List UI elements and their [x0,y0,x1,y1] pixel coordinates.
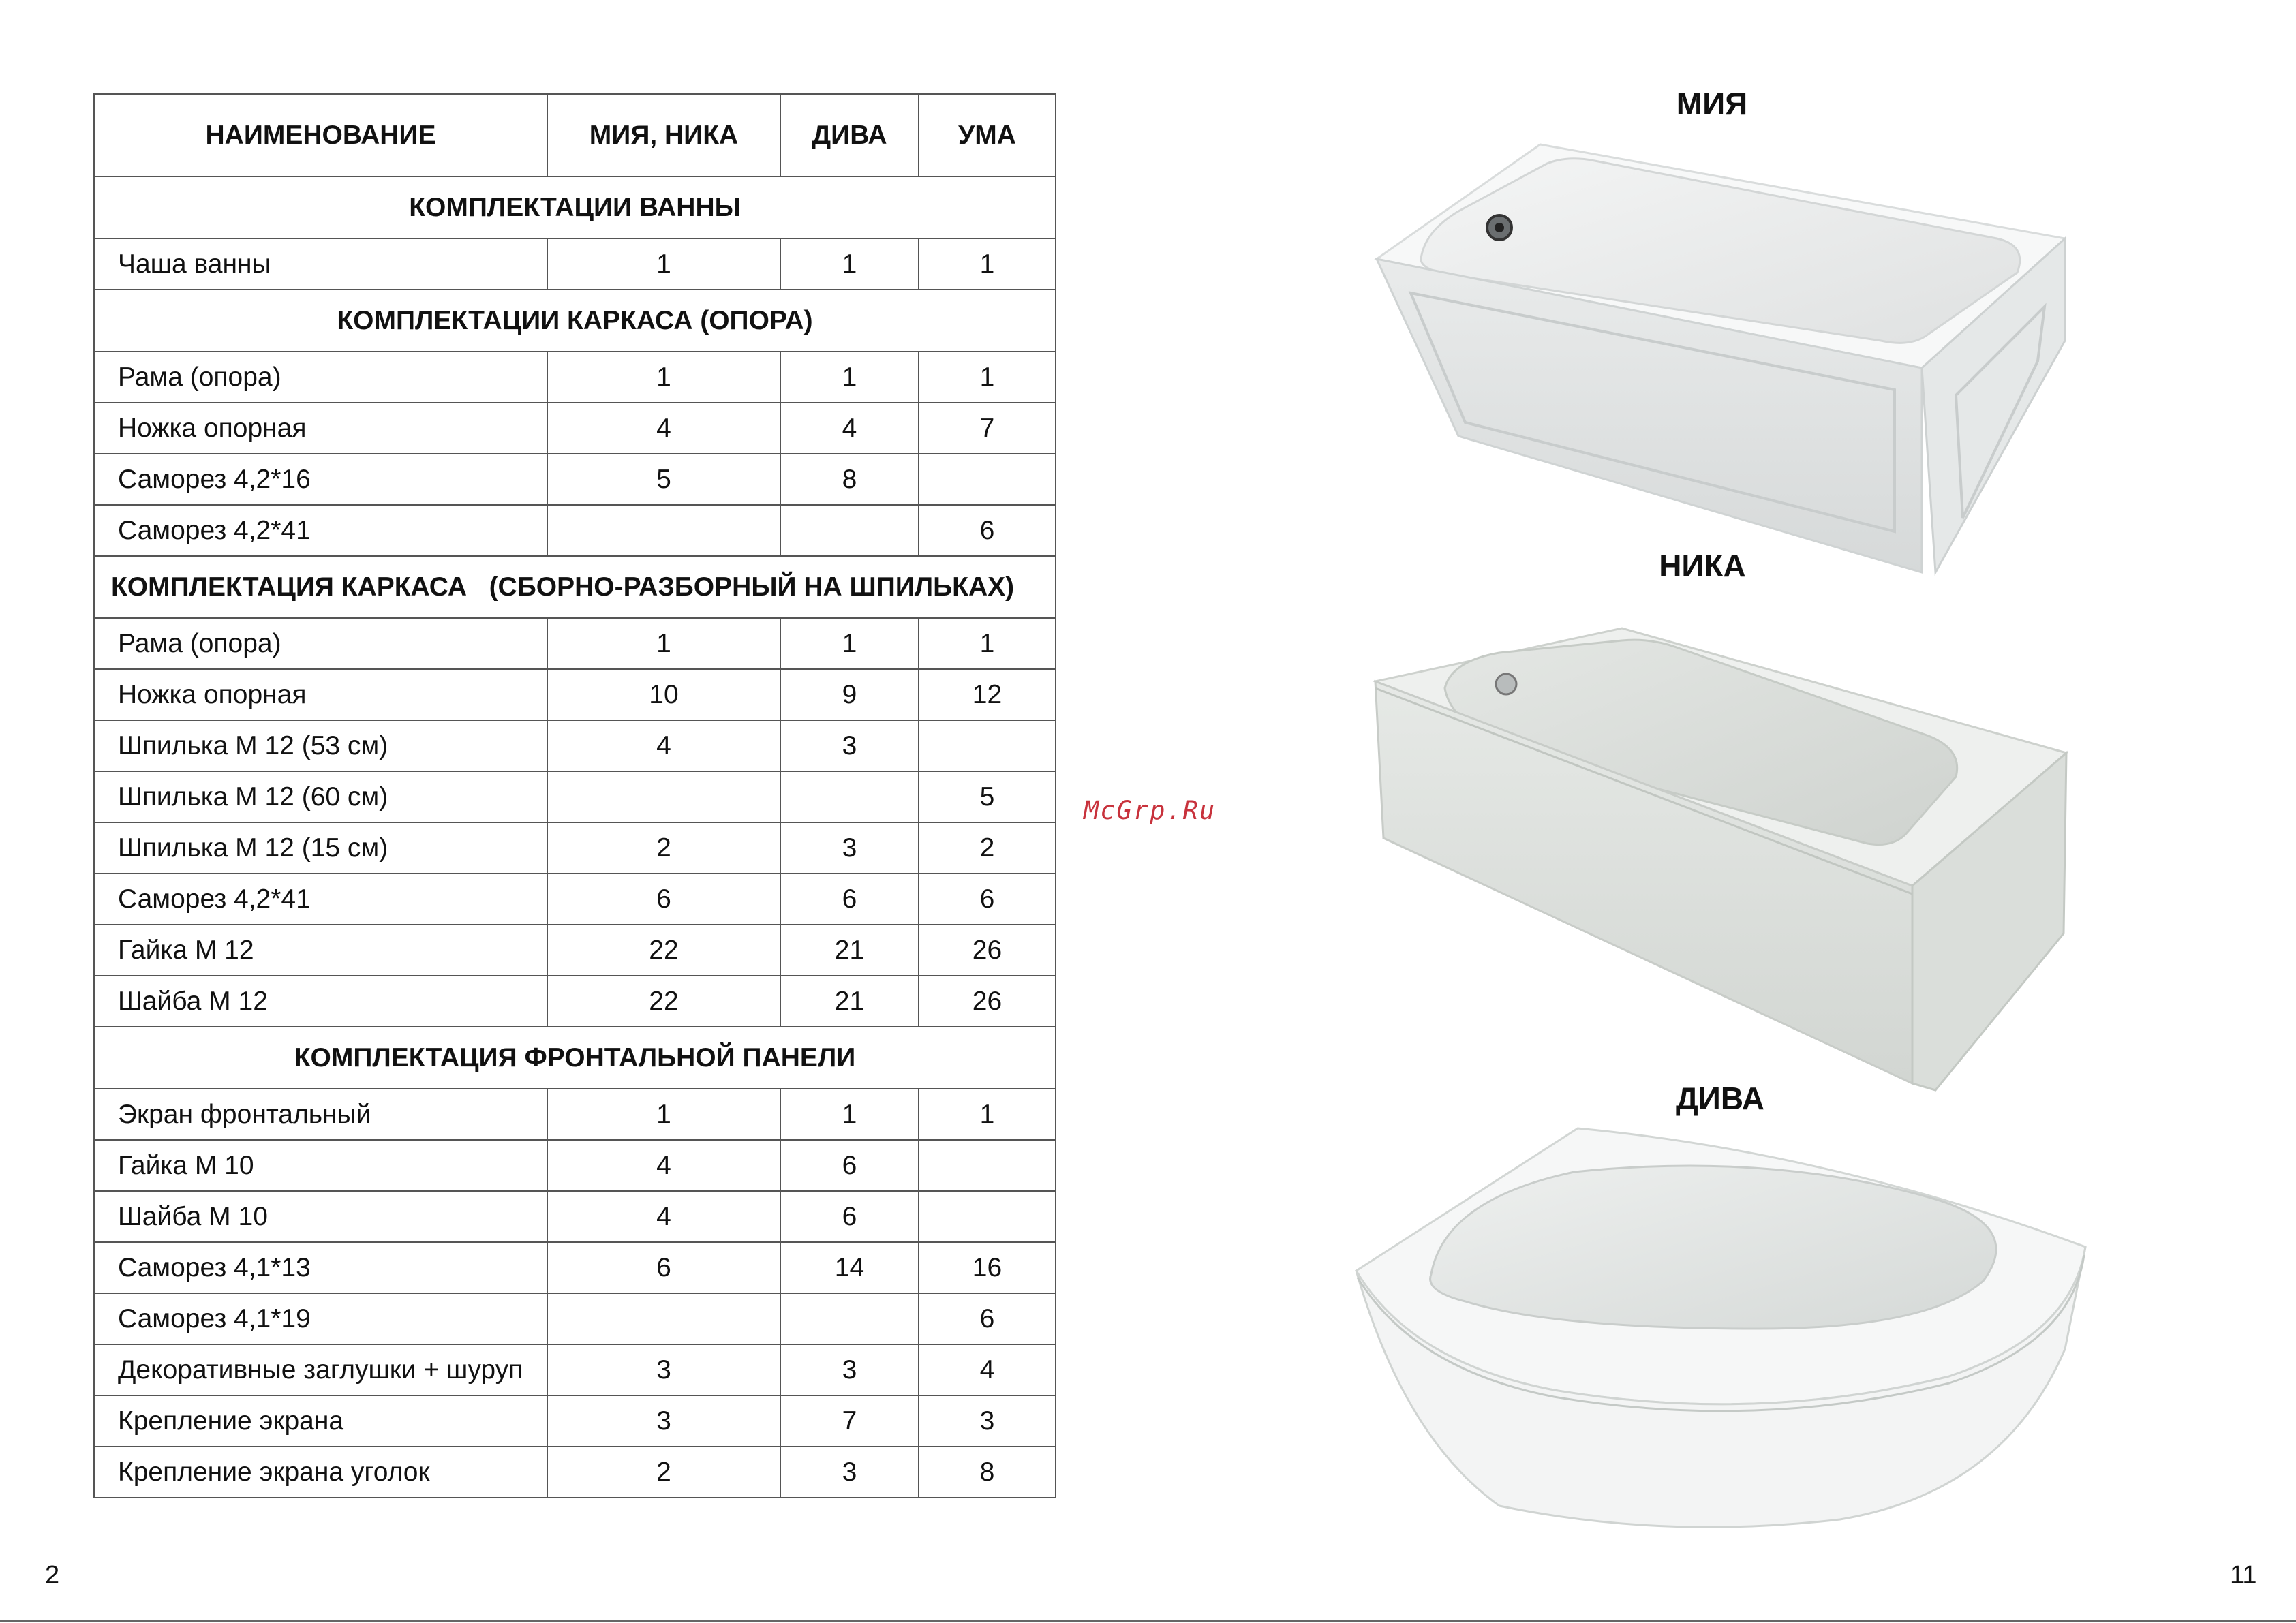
diva-qty-cell: 7 [780,1395,919,1447]
item-name-cell: Шайба М 10 [94,1191,547,1242]
table-row [94,505,1056,556]
diva-qty-cell: 1 [780,238,919,290]
miya-nika-qty-cell: 10 [547,669,780,720]
table-row [94,403,1056,454]
uma-qty-cell [919,1140,1056,1191]
table-row [94,874,1056,925]
item-name-cell: Рама (опора) [94,352,547,403]
section-header-row [94,556,1056,618]
bathtub-miya-image [1363,136,2085,586]
uma-qty-cell [919,454,1056,505]
diva-qty-cell: 9 [780,669,919,720]
table-header-row [94,94,1056,176]
uma-qty-cell: 26 [919,976,1056,1027]
uma-qty-cell: 5 [919,771,1056,822]
item-name-cell: Крепление экрана уголок [94,1447,547,1498]
miya-nika-qty-cell [547,505,780,556]
uma-qty-cell: 12 [919,669,1056,720]
uma-qty-cell: 16 [919,1242,1056,1293]
section-title: КОМПЛЕКТАЦИИ КАРКАСА (ОПОРА) [94,290,1056,352]
miya-nika-qty-cell: 5 [547,454,780,505]
diva-qty-cell: 21 [780,976,919,1027]
table-row [94,976,1056,1027]
uma-qty-cell: 6 [919,1293,1056,1344]
uma-qty-cell: 6 [919,505,1056,556]
diva-qty-cell: 1 [780,1089,919,1140]
header-miya-nika: МИЯ, НИКА [547,94,780,176]
section-title: КОМПЛЕКТАЦИЯ ФРОНТАЛЬНОЙ ПАНЕЛИ [94,1027,1056,1089]
diva-qty-cell: 6 [780,1140,919,1191]
item-name-cell: Саморез 4,2*41 [94,874,547,925]
item-name-cell: Экран фронтальный [94,1089,547,1140]
table-row [94,1293,1056,1344]
item-name-cell: Ножка опорная [94,403,547,454]
diva-qty-cell: 1 [780,352,919,403]
section-header-row [94,1027,1056,1089]
uma-qty-cell: 6 [919,874,1056,925]
uma-qty-cell: 1 [919,352,1056,403]
table-row [94,352,1056,403]
specification-table [93,93,1056,1498]
table-row [94,238,1056,290]
miya-nika-qty-cell: 3 [547,1344,780,1395]
uma-qty-cell: 1 [919,618,1056,669]
diva-qty-cell: 3 [780,1447,919,1498]
item-name-cell: Рама (опора) [94,618,547,669]
uma-qty-cell [919,720,1056,771]
diva-qty-cell: 4 [780,403,919,454]
section-title: КОМПЛЕКТАЦИЯ КАРКАСА (СБОРНО-РАЗБОРНЫЙ НА ШПИЛЬКАХ) [94,556,1056,618]
table-body [94,176,1056,1498]
uma-qty-cell: 1 [919,1089,1056,1140]
item-name-cell: Декоративные заглушки + шуруп [94,1344,547,1395]
uma-qty-cell: 1 [919,238,1056,290]
table-row [94,771,1056,822]
table-row [94,454,1056,505]
diva-qty-cell: 1 [780,618,919,669]
table-row [94,925,1056,976]
diva-qty-cell [780,1293,919,1344]
miya-nika-qty-cell: 1 [547,1089,780,1140]
item-name-cell: Шпилька М 12 (60 см) [94,771,547,822]
miya-nika-qty-cell: 4 [547,403,780,454]
table-row [94,1447,1056,1498]
table-row [94,1242,1056,1293]
watermark: McGrp.Ru [1084,796,1216,825]
item-name-cell: Шайба М 12 [94,976,547,1027]
item-name-cell: Ножка опорная [94,669,547,720]
diva-qty-cell: 14 [780,1242,919,1293]
table-row [94,618,1056,669]
item-name-cell: Саморез 4,2*41 [94,505,547,556]
miya-nika-qty-cell: 3 [547,1395,780,1447]
table-row [94,669,1056,720]
diva-qty-cell: 3 [780,720,919,771]
table-row [94,1395,1056,1447]
diva-qty-cell: 3 [780,1344,919,1395]
table-row [94,1191,1056,1242]
diva-qty-cell: 8 [780,454,919,505]
uma-qty-cell: 4 [919,1344,1056,1395]
item-name-cell: Саморез 4,1*19 [94,1293,547,1344]
miya-nika-qty-cell: 1 [547,238,780,290]
item-name-cell: Шпилька М 12 (15 см) [94,822,547,874]
uma-qty-cell: 26 [919,925,1056,976]
miya-nika-qty-cell: 6 [547,1242,780,1293]
miya-nika-qty-cell: 22 [547,925,780,976]
uma-qty-cell: 3 [919,1395,1056,1447]
section-header-row [94,176,1056,238]
item-name-cell: Шпилька М 12 (53 см) [94,720,547,771]
diva-qty-cell [780,771,919,822]
table-row [94,822,1056,874]
diva-qty-cell: 6 [780,874,919,925]
section-title: КОМПЛЕКТАЦИИ ВАННЫ [94,176,1056,238]
item-name-cell: Гайка М 12 [94,925,547,976]
item-name-cell: Саморез 4,2*16 [94,454,547,505]
miya-nika-qty-cell: 22 [547,976,780,1027]
item-name-cell: Крепление экрана [94,1395,547,1447]
product-title-nika: НИКА [1659,548,1746,583]
item-name-cell: Гайка М 10 [94,1140,547,1191]
table-row [94,720,1056,771]
miya-nika-qty-cell [547,1293,780,1344]
item-name-cell: Чаша ванны [94,238,547,290]
table-row [94,1344,1056,1395]
product-title-diva: ДИВА [1676,1081,1764,1116]
miya-nika-qty-cell: 6 [547,874,780,925]
header-name: НАИМЕНОВАНИЕ [94,94,547,176]
miya-nika-qty-cell [547,771,780,822]
page-number-left: 2 [45,1561,60,1590]
bottom-divider [0,1620,2296,1622]
miya-nika-qty-cell: 4 [547,1191,780,1242]
product-title-miya: МИЯ [1676,86,1748,121]
bathtub-diva-image [1349,1124,2099,1533]
table-row [94,1140,1056,1191]
diva-qty-cell: 3 [780,822,919,874]
header-uma: УМА [919,94,1056,176]
miya-nika-qty-cell: 4 [547,720,780,771]
miya-nika-qty-cell: 1 [547,352,780,403]
diva-qty-cell: 6 [780,1191,919,1242]
uma-qty-cell: 2 [919,822,1056,874]
uma-qty-cell: 8 [919,1447,1056,1498]
uma-qty-cell [919,1191,1056,1242]
page-number-right: 11 [2230,1561,2257,1590]
header-diva: ДИВА [780,94,919,176]
miya-nika-qty-cell: 1 [547,618,780,669]
diva-qty-cell: 21 [780,925,919,976]
bathtub-nika-image [1363,613,2085,1097]
miya-nika-qty-cell: 4 [547,1140,780,1191]
section-header-row [94,290,1056,352]
uma-qty-cell: 7 [919,403,1056,454]
diva-qty-cell [780,505,919,556]
miya-nika-qty-cell: 2 [547,822,780,874]
table-row [94,1089,1056,1140]
miya-nika-qty-cell: 2 [547,1447,780,1498]
item-name-cell: Саморез 4,1*13 [94,1242,547,1293]
